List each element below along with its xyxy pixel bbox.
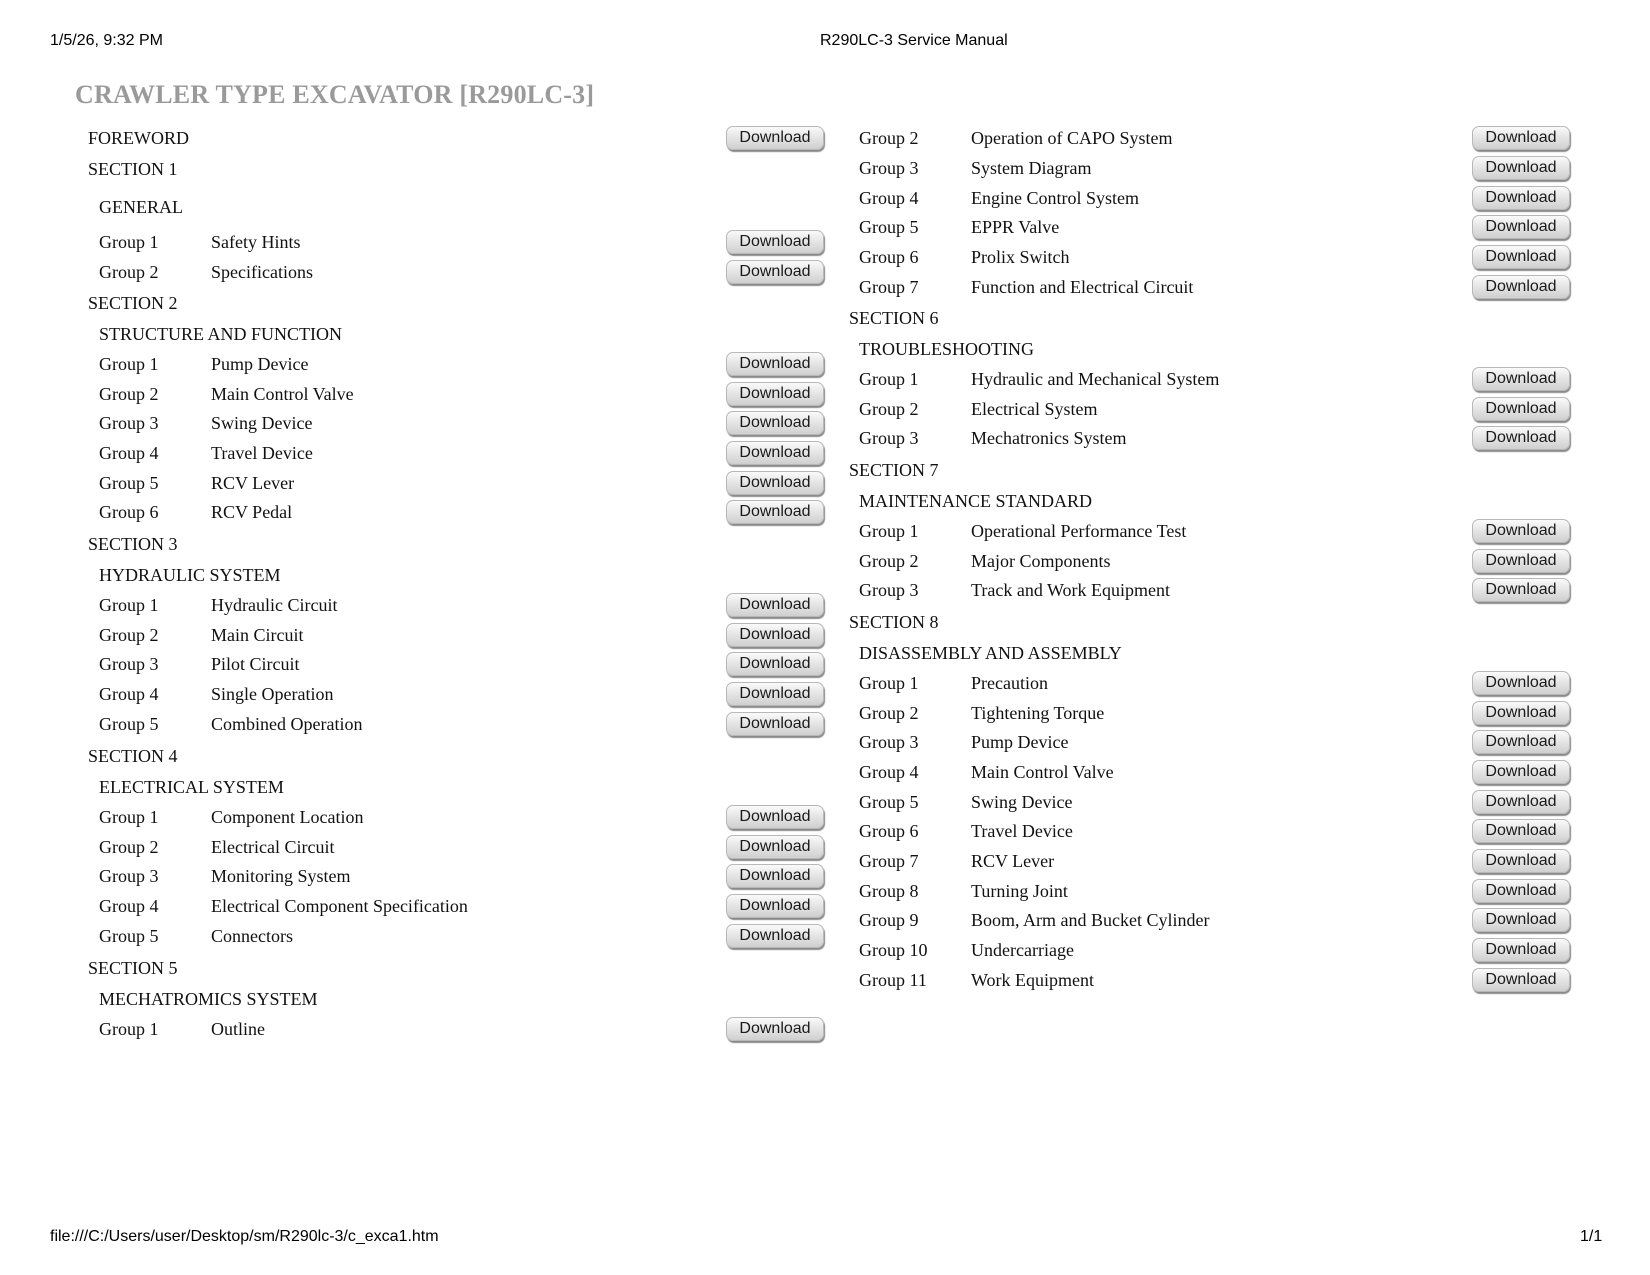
toc-group-row (0, 759, 1650, 785)
group-number: Group 1 (859, 521, 919, 541)
toc-group-row (0, 155, 1650, 181)
download-button[interactable]: Download (1472, 938, 1570, 962)
download-button[interactable]: Download (726, 1017, 824, 1041)
toc-group-row (0, 214, 1650, 240)
group-title: Swing Device (211, 413, 313, 433)
group-number: Group 4 (99, 684, 159, 704)
toc-group-row (0, 366, 1650, 392)
download-button[interactable]: Download (1472, 367, 1570, 391)
group-number: Group 2 (859, 128, 919, 148)
group-title: Specifications (211, 262, 313, 282)
group-number: Group 11 (859, 970, 927, 990)
group-title: Connectors (211, 926, 293, 946)
group-title: Hydraulic Circuit (211, 595, 338, 615)
group-number: Group 5 (99, 473, 159, 493)
download-button[interactable]: Download (726, 411, 824, 435)
section-label: SECTION 4 (88, 746, 178, 766)
group-title: Pilot Circuit (211, 654, 300, 674)
toc-group-row (0, 729, 1650, 755)
group-title: System Diagram (971, 158, 1092, 178)
group-number: Group 6 (859, 821, 919, 841)
download-button[interactable]: Download (1472, 790, 1570, 814)
group-title: Main Circuit (211, 625, 304, 645)
download-button[interactable]: Download (726, 864, 824, 888)
section-label: SECTION 8 (849, 612, 939, 632)
group-title: Monitoring System (211, 866, 351, 886)
group-title: Function and Electrical Circuit (971, 277, 1194, 297)
group-title: Major Components (971, 551, 1111, 571)
toc-group-row (0, 907, 1650, 933)
download-button[interactable]: Download (1472, 879, 1570, 903)
toc-group-row (0, 937, 1650, 963)
group-number: Group 3 (859, 732, 919, 752)
download-button[interactable]: Download (1472, 519, 1570, 543)
group-title: Pump Device (971, 732, 1069, 752)
group-title: Precaution (971, 673, 1048, 693)
subheading-label: TROUBLESHOOTING (859, 339, 1034, 359)
download-button[interactable]: Download (726, 712, 824, 736)
group-title: Hydraulic and Mechanical System (971, 369, 1220, 389)
group-number: Group 4 (99, 896, 159, 916)
download-button[interactable]: Download (726, 894, 824, 918)
group-title: Outline (211, 1019, 265, 1039)
print-footer-url: file:///C:/Users/user/Desktop/sm/R290lc-3/c_exca1.htm (50, 1228, 439, 1245)
group-title: Pump Device (211, 354, 309, 374)
toc-group-row (0, 878, 1650, 904)
section-label: SECTION 1 (88, 159, 178, 179)
group-title: Work Equipment (971, 970, 1095, 990)
section-label: SECTION 2 (88, 293, 178, 313)
group-title: Engine Control System (971, 188, 1139, 208)
group-number: Group 5 (99, 926, 159, 946)
group-number: Group 5 (99, 714, 159, 734)
group-number: Group 2 (99, 625, 159, 645)
group-number: Group 9 (859, 910, 919, 930)
toc-group-row (0, 518, 1650, 544)
group-title: Single Operation (211, 684, 334, 704)
group-title: Turning Joint (971, 881, 1068, 901)
toc-subheading (0, 336, 1650, 362)
group-number: Group 1 (99, 354, 159, 374)
toc-group-row (0, 848, 1650, 874)
download-button[interactable]: Download (726, 126, 824, 150)
group-number: Group 4 (99, 443, 159, 463)
group-title: Mechatronics System (971, 428, 1127, 448)
group-number: Group 3 (859, 428, 919, 448)
download-button[interactable]: Download (726, 230, 824, 254)
group-number: Group 3 (99, 654, 159, 674)
group-number: Group 3 (859, 158, 919, 178)
toc-section-heading (0, 305, 1650, 331)
group-number: Group 2 (859, 399, 919, 419)
toc-section-heading (0, 609, 1650, 635)
download-button[interactable]: Download (726, 441, 824, 465)
toc-subheading (0, 640, 1650, 666)
download-button[interactable]: Download (1472, 397, 1570, 421)
group-title: Combined Operation (211, 714, 363, 734)
group-number: Group 7 (859, 851, 919, 871)
group-number: Group 1 (99, 807, 159, 827)
subheading-label: HYDRAULIC SYSTEM (99, 565, 281, 585)
download-button[interactable]: Download (1472, 819, 1570, 843)
group-number: Group 2 (859, 551, 919, 571)
group-title: Prolix Switch (971, 247, 1070, 267)
download-button[interactable]: Download (726, 593, 824, 617)
group-number: Group 1 (859, 673, 919, 693)
group-number: Group 2 (99, 384, 159, 404)
download-button[interactable]: Download (1472, 760, 1570, 784)
group-title: Electrical Circuit (211, 837, 335, 857)
download-button[interactable]: Download (1472, 701, 1570, 725)
toc-group-row (0, 577, 1650, 603)
group-title: Boom, Arm and Bucket Cylinder (971, 910, 1210, 930)
print-footer-page-count: 1/1 (1580, 1228, 1603, 1245)
group-number: Group 4 (859, 188, 919, 208)
download-button[interactable]: Download (726, 805, 824, 829)
download-button[interactable]: Download (1472, 426, 1570, 450)
toc-group-row (0, 670, 1650, 696)
toc-section-heading (0, 457, 1650, 483)
subheading-label: STRUCTURE AND FUNCTION (99, 324, 343, 344)
group-title: RCV Pedal (211, 502, 293, 522)
subheading-label: MAINTENANCE STANDARD (859, 491, 1093, 511)
document-title: CRAWLER TYPE EXCAVATOR [R290LC-3] (75, 80, 595, 109)
group-number: Group 10 (859, 940, 928, 960)
download-button[interactable]: Download (1472, 968, 1570, 992)
subheading-label: MECHATROMICS SYSTEM (99, 989, 318, 1009)
subheading-label: DISASSEMBLY AND ASSEMBLY (859, 643, 1122, 663)
group-number: Group 8 (859, 881, 919, 901)
group-title: Travel Device (971, 821, 1073, 841)
toc-group-row (0, 425, 1650, 451)
section-label: SECTION 5 (88, 958, 178, 978)
toc-group-row (0, 548, 1650, 574)
group-number: Group 4 (859, 762, 919, 782)
group-title: EPPR Valve (971, 217, 1060, 237)
group-title: RCV Lever (971, 851, 1055, 871)
download-button[interactable]: Download (726, 382, 824, 406)
group-number: Group 2 (99, 837, 159, 857)
group-number: Group 6 (99, 502, 159, 522)
download-button[interactable]: Download (726, 352, 824, 376)
group-title: Operation of CAPO System (971, 128, 1173, 148)
group-title: Swing Device (971, 792, 1073, 812)
toc-group-row (0, 818, 1650, 844)
download-button[interactable]: Download (726, 682, 824, 706)
download-button[interactable]: Download (1472, 156, 1570, 180)
download-button[interactable]: Download (1472, 245, 1570, 269)
toc-group-row (0, 1016, 1650, 1042)
toc-group-row (0, 700, 1650, 726)
toc-subheading (0, 488, 1650, 514)
print-header-title: R290LC-3 Service Manual (820, 32, 1008, 49)
section-label: SECTION 7 (849, 460, 939, 480)
group-number: Group 2 (99, 262, 159, 282)
download-button[interactable]: Download (726, 471, 824, 495)
group-number: Group 5 (859, 792, 919, 812)
download-button[interactable]: Download (1472, 186, 1570, 210)
group-title: Travel Device (211, 443, 313, 463)
group-number: Group 1 (99, 1019, 159, 1039)
download-button[interactable]: Download (1472, 578, 1570, 602)
download-button[interactable]: Download (1472, 549, 1570, 573)
download-button[interactable]: Download (726, 260, 824, 284)
toc-group-row (0, 185, 1650, 211)
group-title: Electrical System (971, 399, 1098, 419)
group-number: Group 3 (99, 413, 159, 433)
print-header-datetime: 1/5/26, 9:32 PM (50, 32, 163, 49)
subheading-label: ELECTRICAL SYSTEM (99, 777, 284, 797)
group-number: Group 1 (99, 232, 159, 252)
group-number: Group 6 (859, 247, 919, 267)
section-label: SECTION 6 (849, 308, 939, 328)
group-number: Group 3 (99, 866, 159, 886)
group-number: Group 1 (859, 369, 919, 389)
toc-group-row (0, 274, 1650, 300)
group-title: Main Control Valve (211, 384, 354, 404)
download-button[interactable]: Download (1472, 126, 1570, 150)
download-button[interactable]: Download (726, 652, 824, 676)
group-number: Group 5 (859, 217, 919, 237)
group-title: Tightening Torque (971, 703, 1105, 723)
group-number: Group 7 (859, 277, 919, 297)
download-button[interactable]: Download (726, 500, 824, 524)
group-title: Electrical Component Specification (211, 896, 468, 916)
toc-group-row (0, 125, 1650, 151)
download-button[interactable]: Download (1472, 671, 1570, 695)
group-number: Group 2 (859, 703, 919, 723)
section-label: SECTION 3 (88, 534, 178, 554)
download-button[interactable]: Download (726, 623, 824, 647)
group-title: Operational Performance Test (971, 521, 1187, 541)
group-number: Group 1 (99, 595, 159, 615)
group-number: Group 3 (859, 580, 919, 600)
download-button[interactable]: Download (1472, 908, 1570, 932)
download-button[interactable]: Download (1472, 275, 1570, 299)
group-title: RCV Lever (211, 473, 295, 493)
download-button[interactable]: Download (726, 924, 824, 948)
group-title: Component Location (211, 807, 364, 827)
section-label: FOREWORD (88, 128, 190, 148)
subheading-label: GENERAL (99, 197, 183, 217)
toc-group-row (0, 967, 1650, 993)
group-title: Safety Hints (211, 232, 301, 252)
toc-group-row (0, 396, 1650, 422)
group-title: Undercarriage (971, 940, 1074, 960)
group-title: Track and Work Equipment (971, 580, 1171, 600)
toc-group-row (0, 789, 1650, 815)
toc-group-row (0, 244, 1650, 270)
download-button[interactable]: Download (726, 835, 824, 859)
download-button[interactable]: Download (1472, 849, 1570, 873)
download-button[interactable]: Download (1472, 215, 1570, 239)
download-button[interactable]: Download (1472, 730, 1570, 754)
group-title: Main Control Valve (971, 762, 1114, 782)
